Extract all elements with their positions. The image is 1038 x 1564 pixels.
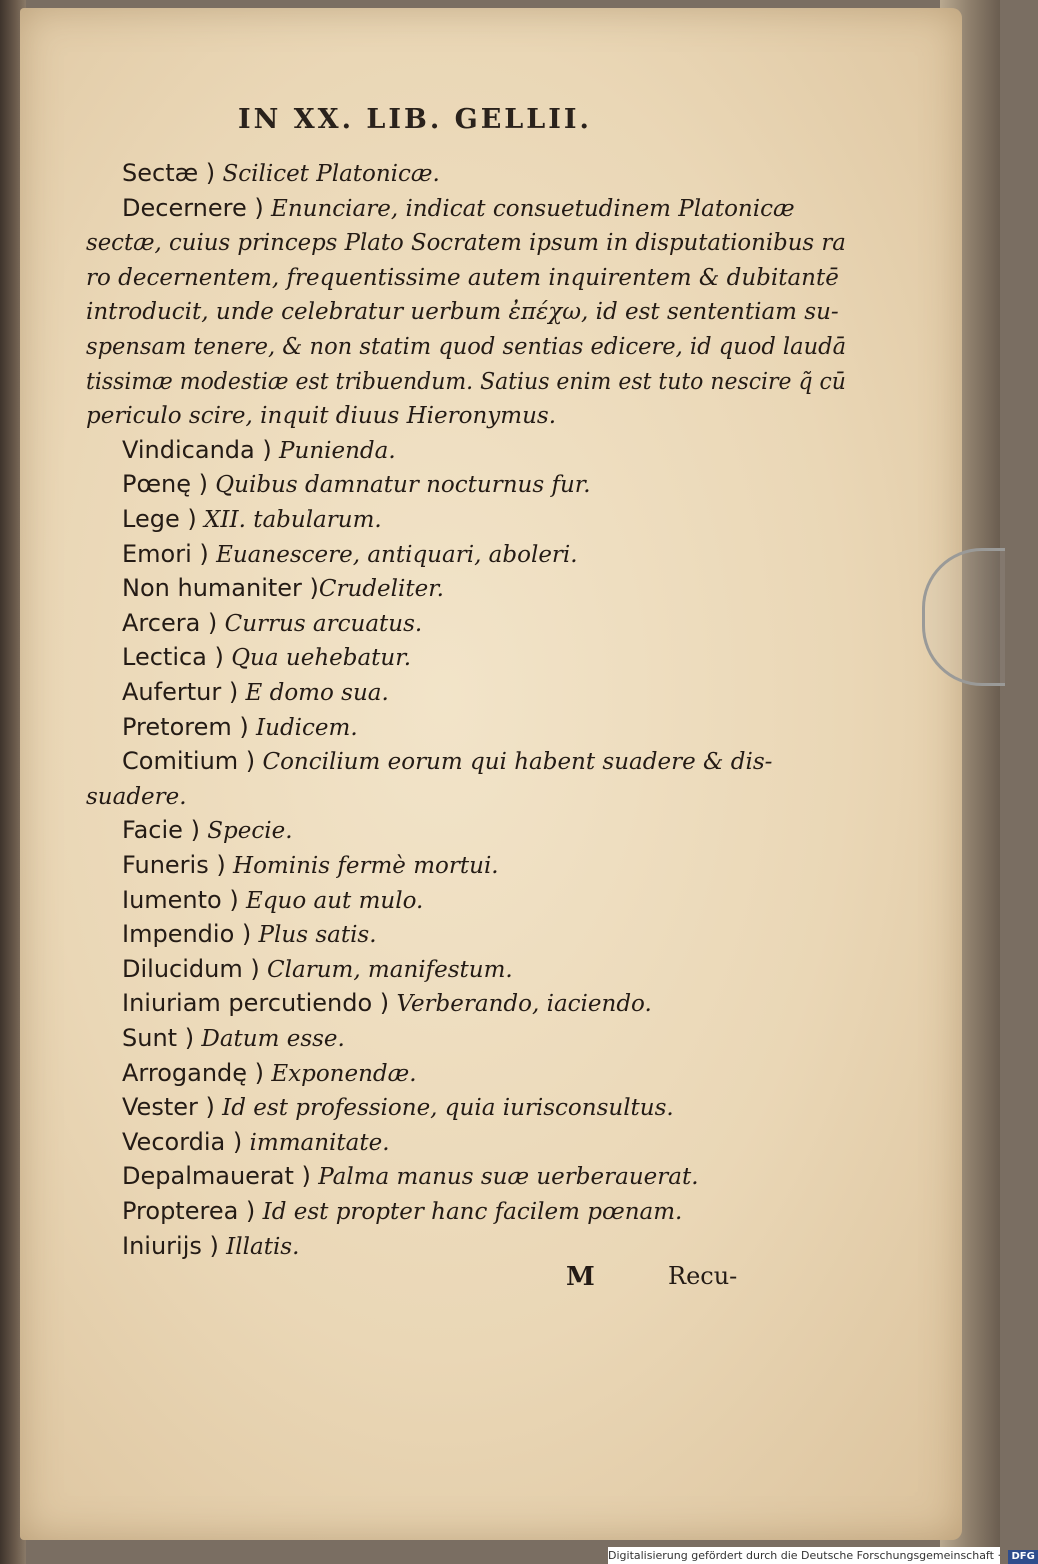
gloss-entry bbox=[122, 990, 652, 1016]
lemma: Iniuriam percutiendo ) bbox=[122, 989, 390, 1017]
gloss-entry bbox=[122, 541, 578, 567]
catchword: Recu- bbox=[668, 1262, 738, 1290]
gloss: Crudeliter. bbox=[318, 576, 444, 602]
gloss: Equo aut mulo. bbox=[238, 888, 424, 914]
gloss-continuation bbox=[86, 783, 187, 809]
gloss-entry bbox=[122, 956, 513, 982]
gloss: Punienda. bbox=[271, 438, 396, 464]
gloss: Illatis. bbox=[218, 1234, 300, 1260]
lemma: Sunt ) bbox=[122, 1024, 195, 1052]
gloss: ro decernentem, frequentissime autem inquirentem & dubitantē bbox=[86, 265, 839, 291]
gloss-entry bbox=[122, 610, 422, 636]
gloss: Id est propter hanc facilem pœnam. bbox=[255, 1199, 683, 1225]
gloss: Iudicem. bbox=[248, 715, 358, 741]
gloss: Hominis fermè mortui. bbox=[225, 853, 499, 879]
lemma: Facie ) bbox=[122, 816, 200, 844]
gloss: E domo sua. bbox=[238, 680, 389, 706]
lemma: Impendio ) bbox=[122, 920, 252, 948]
lemma: Aufertur ) bbox=[122, 678, 239, 706]
gloss: Enunciare, indicat consuetudinem Platonicæ bbox=[263, 196, 795, 222]
gloss: immanitate. bbox=[242, 1130, 390, 1156]
gloss: Palma manus suæ uerberauerat. bbox=[310, 1164, 699, 1190]
gloss: sectæ, cuius princeps Plato Socratem ipsum in disputationibus ra bbox=[86, 230, 846, 256]
lemma: Arcera ) bbox=[122, 609, 218, 637]
gloss-entry bbox=[122, 1163, 699, 1189]
gloss: Euanescere, antiquari, aboleri. bbox=[208, 542, 578, 568]
gloss-continuation bbox=[86, 264, 839, 290]
lemma: Vecordia ) bbox=[122, 1128, 243, 1156]
gloss: Currus arcuatus. bbox=[217, 611, 423, 637]
gloss: Concilium eorum qui habent suadere & dis- bbox=[255, 749, 773, 775]
footer-text: Digitalisierung gefördert durch die Deutsche Forschungsgemeinschaft bbox=[608, 1549, 994, 1562]
gloss-entry bbox=[122, 575, 444, 601]
lemma: Pœnę ) bbox=[122, 470, 208, 498]
lemma: Sectæ ) bbox=[122, 159, 216, 187]
gloss-entry bbox=[122, 195, 795, 221]
gloss-entry bbox=[122, 1129, 390, 1155]
gloss-entry bbox=[122, 748, 772, 774]
gloss: Datum esse. bbox=[194, 1026, 345, 1052]
gloss-continuation bbox=[86, 229, 846, 255]
gloss: suadere. bbox=[86, 784, 187, 810]
gloss: Plus satis. bbox=[251, 922, 377, 948]
gloss-entry bbox=[122, 921, 377, 947]
gloss-entry bbox=[122, 1094, 674, 1120]
signature-mark: M bbox=[566, 1262, 595, 1292]
gloss-entry bbox=[122, 1233, 299, 1259]
gloss-entry bbox=[122, 644, 411, 670]
gloss-entry bbox=[122, 506, 382, 532]
gloss: Clarum, manifestum. bbox=[259, 957, 513, 983]
gloss-continuation bbox=[86, 333, 846, 359]
lemma: Vester ) bbox=[122, 1093, 215, 1121]
gloss: introducit, unde celebratur uerbum ἐπέχω, id est sententiam su- bbox=[86, 299, 839, 325]
gloss: spensam tenere, & non statim quod sentias edicere, id quod laudā bbox=[86, 334, 847, 360]
gloss: Qua uehebatur. bbox=[223, 645, 412, 671]
gloss-entry bbox=[122, 817, 293, 843]
lemma: Vindicanda ) bbox=[122, 436, 272, 464]
gloss-entry bbox=[122, 437, 396, 463]
lemma: Depalmauerat ) bbox=[122, 1162, 311, 1190]
footer-credit: Digitalisierung gefördert durch die Deutsche Forschungsgemeinschaft · DFG bbox=[608, 1547, 1000, 1564]
gloss-entry bbox=[122, 852, 499, 878]
gloss-entry bbox=[122, 471, 591, 497]
gloss: XII. tabularum. bbox=[196, 507, 382, 533]
gloss-entry bbox=[122, 1198, 682, 1224]
gloss: Exponendæ. bbox=[264, 1061, 417, 1087]
gloss: tissimæ modestiæ est tribuendum. Satius enim est tuto nescire q̃ cū bbox=[86, 369, 846, 395]
lemma: Funeris ) bbox=[122, 851, 226, 879]
gloss-entry bbox=[122, 714, 358, 740]
gloss-continuation bbox=[86, 368, 846, 394]
gloss-continuation bbox=[86, 402, 556, 428]
gloss: Verberando, iaciendo. bbox=[389, 991, 652, 1017]
lemma: Pretorem ) bbox=[122, 713, 249, 741]
lemma: Non humaniter ) bbox=[122, 574, 319, 602]
gloss: Id est professione, quia iurisconsultus. bbox=[214, 1095, 674, 1121]
lemma: Decernere ) bbox=[122, 194, 264, 222]
lemma: Emori ) bbox=[122, 540, 209, 568]
lemma: Lege ) bbox=[122, 505, 197, 533]
running-header: IN XX. LIB. GELLII. bbox=[238, 104, 592, 135]
gloss-entry bbox=[122, 1025, 345, 1051]
gloss-entry bbox=[122, 1060, 417, 1086]
dfg-logo-icon: DFG bbox=[1008, 1550, 1037, 1564]
gloss: Quibus damnatur nocturnus fur. bbox=[208, 472, 591, 498]
lemma: Iniurijs ) bbox=[122, 1232, 219, 1260]
gloss: periculo scire, inquit diuus Hieronymus. bbox=[86, 403, 557, 429]
gloss: Specie. bbox=[199, 818, 293, 844]
gloss-entry bbox=[122, 160, 440, 186]
gloss-entry bbox=[122, 679, 389, 705]
gloss-entry bbox=[122, 887, 423, 913]
lemma: Dilucidum ) bbox=[122, 955, 260, 983]
gloss-continuation bbox=[86, 298, 839, 324]
lemma: Propterea ) bbox=[122, 1197, 256, 1225]
lemma: Lectica ) bbox=[122, 643, 224, 671]
lemma: Arrogandę ) bbox=[122, 1059, 265, 1087]
lemma: Comitium ) bbox=[122, 747, 256, 775]
lemma: Iumento ) bbox=[122, 886, 239, 914]
gloss: Scilicet Platonicæ. bbox=[215, 161, 440, 187]
